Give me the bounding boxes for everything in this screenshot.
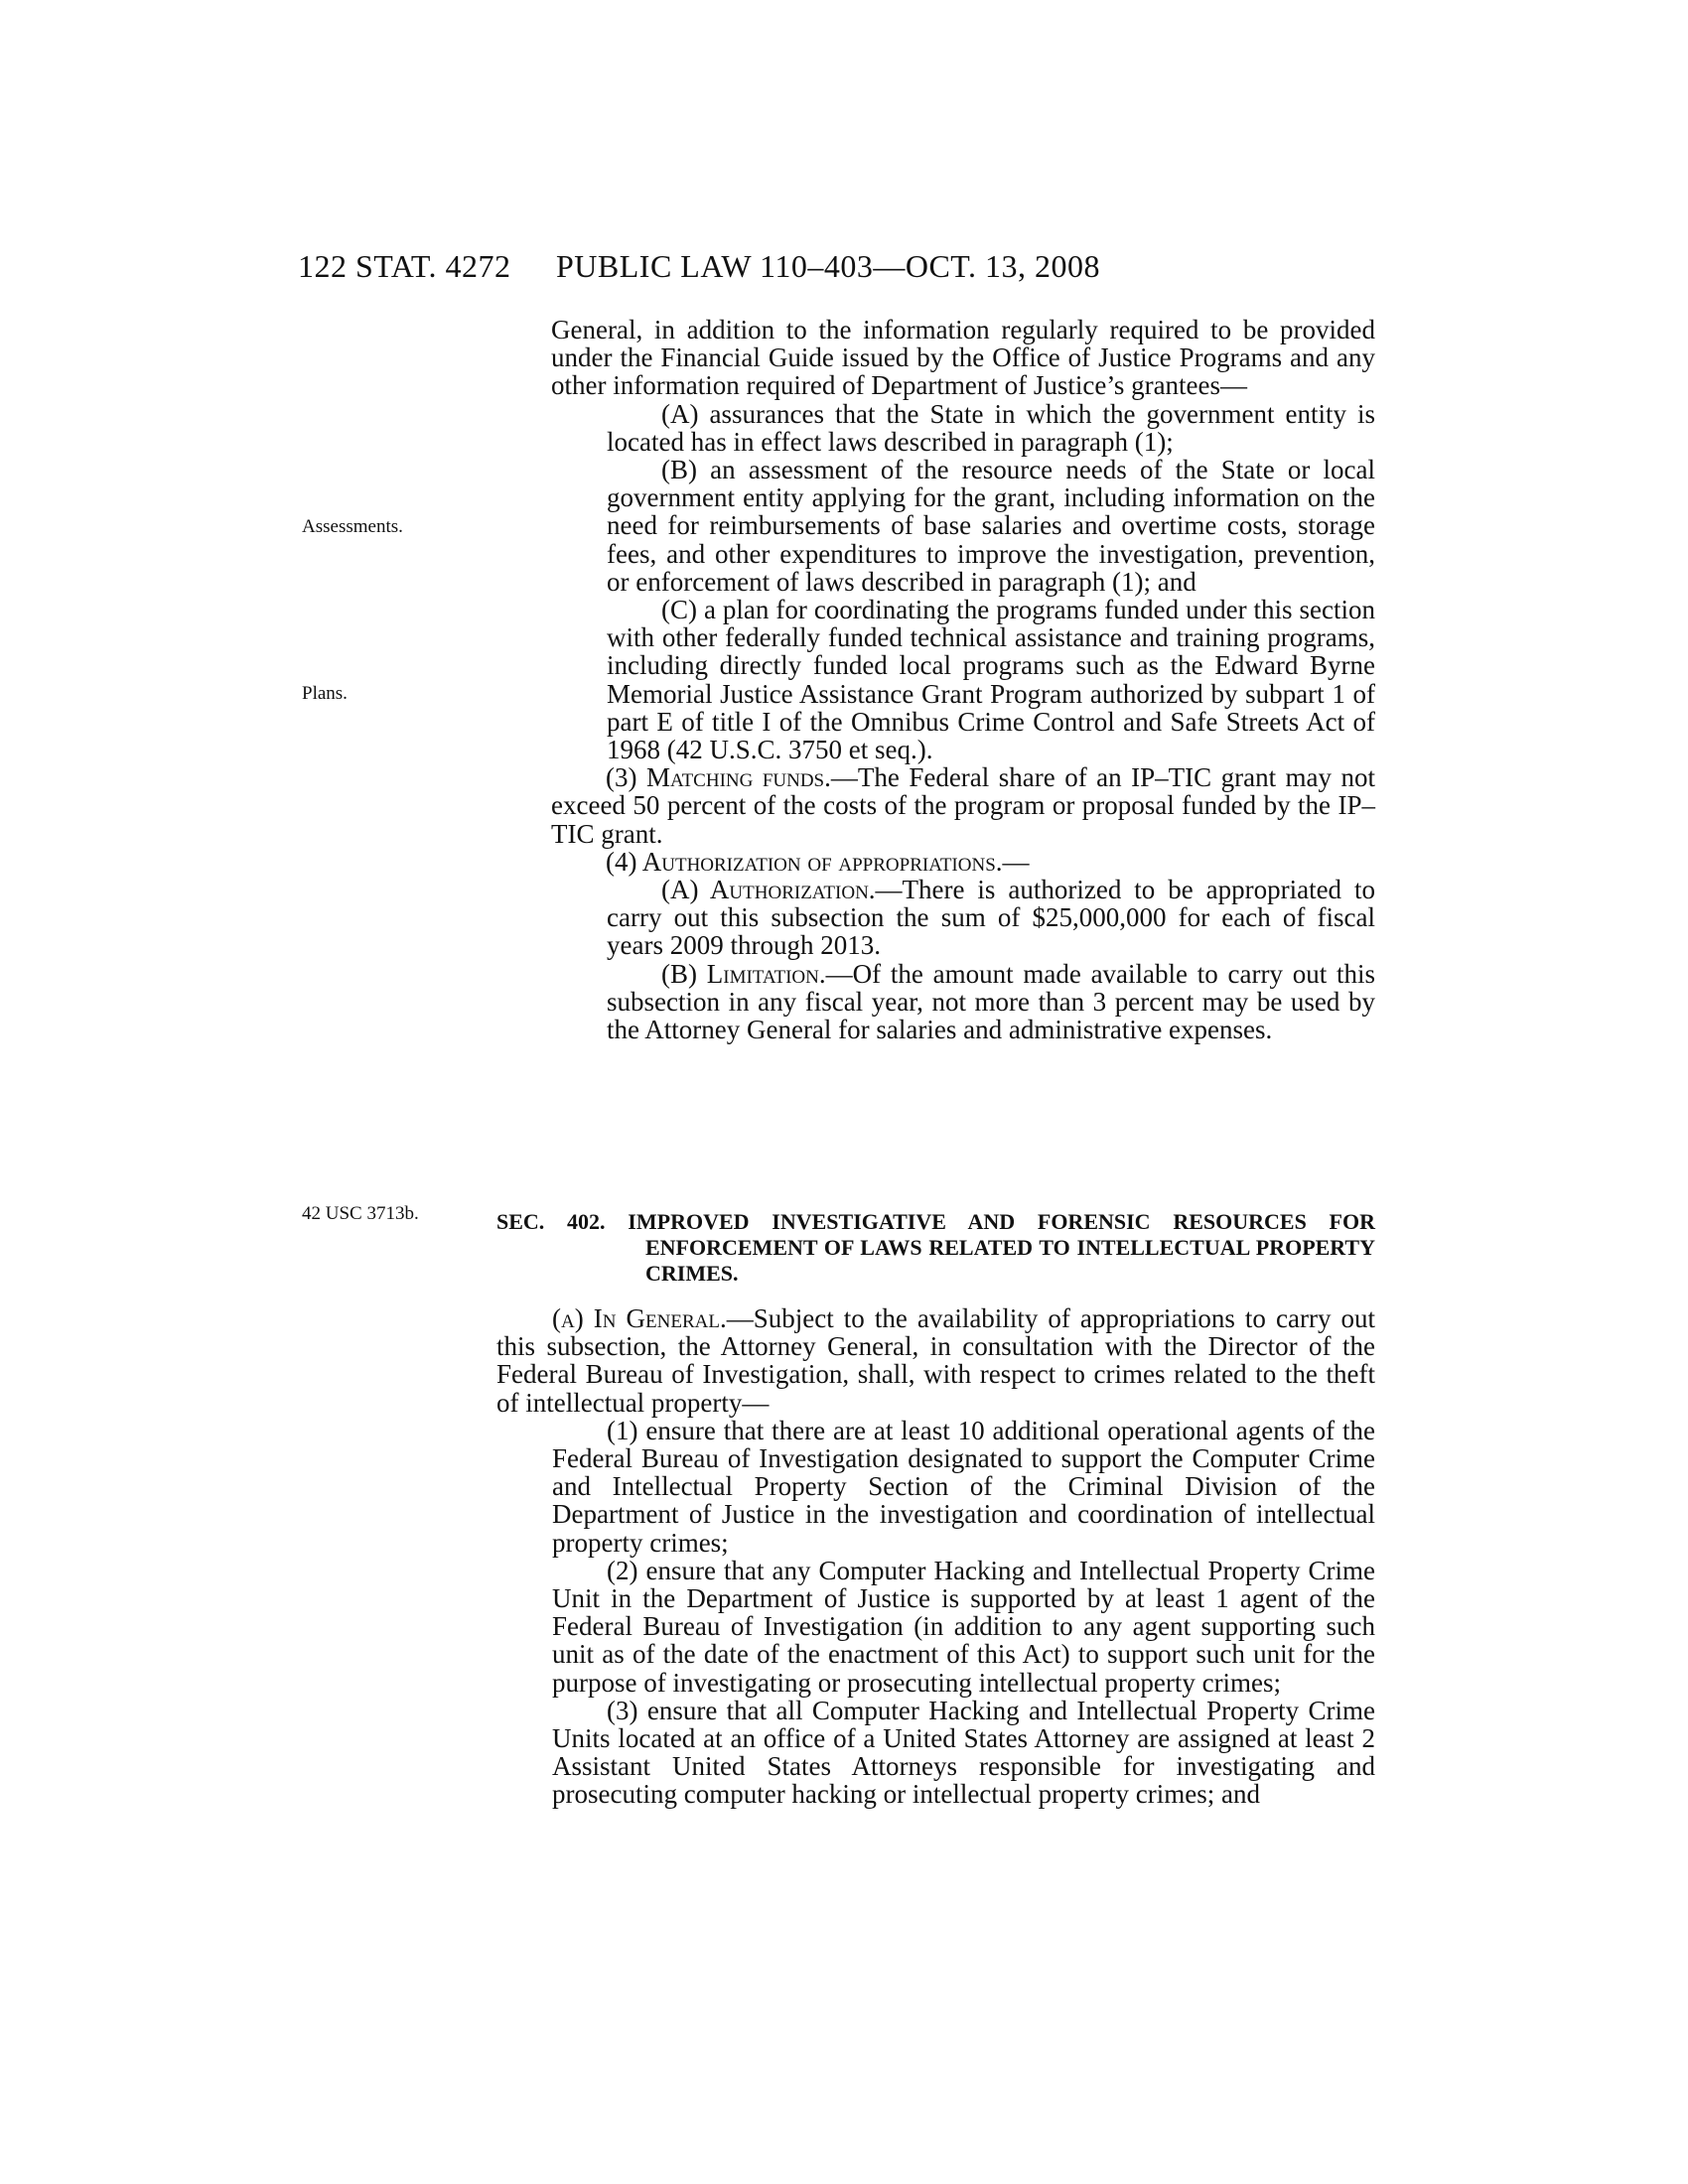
body-text-column	[551, 316, 1375, 1043]
subsection-a-label: (a) In General.	[552, 1303, 727, 1333]
section-item-1: (1) ensure that there are at least 10 additional operational agents of the Federal Bureau of Investigation designated to support the Computer Crime and Intellectual Property Section of the Criminal Division of the Department of Justice in the investigation and coordination of intellectual property crimes;	[552, 1415, 1375, 1558]
section-402	[496, 1209, 1375, 1809]
paragraph-4a-text: —There is authorized to be appropriated to carry out this subsection the sum of $25,000,000 for each of fiscal years 2009 through 2013.	[607, 875, 1375, 961]
section-item-2: (2) ensure that any Computer Hacking and Intellectual Property Crime Unit in the Department of Justice is supported by at least 1 agent of the Federal Bureau of Investigation (in addition to any agent supporting such unit as of the date of the enactment of this Act) to support such unit for the purpose of investigating or prosecuting intellectual property crimes;	[552, 1555, 1375, 1698]
paragraph-3-label: (3) Matching funds.	[606, 762, 831, 793]
paragraph-4a	[551, 876, 1375, 960]
paragraph-4-dash: —	[1002, 846, 1030, 877]
margin-note-usc: 42 USC 3713b.	[302, 1203, 419, 1224]
paragraph-3	[551, 763, 1375, 848]
paragraph-4a-label: (A) Authorization.	[661, 875, 876, 905]
intro-paragraph: General, in addition to the information regularly required to be provided under the Financial Guide issued by the Office of Justice Programs and any other information required of Department of Justice’s grantees—	[551, 315, 1375, 401]
subsection-a-text: —Subject to the availability of appropriations to carry out this subsection, the Attorney General, in consultation with the Director of the Federal Bureau of Investigation, shall, with respect to crimes related to the theft of intellectual property—	[496, 1303, 1375, 1418]
paragraph-3-text: —The Federal share of an IP–TIC grant may not exceed 50 percent of the costs of the program or proposal funded by the IP–TIC grant.	[551, 762, 1376, 849]
public-law-title: PUBLIC LAW 110–403—OCT. 13, 2008	[556, 248, 1100, 284]
paragraph-4b-text: —Of the amount made available to carry out this subsection in any fiscal year, not more than 3 percent may be used by the Attorney General for salaries and administrative expenses.	[607, 958, 1376, 1045]
section-heading: SEC. 402. IMPROVED INVESTIGATIVE AND FORENSIC RESOURCES FOR ENFORCEMENT OF LAWS RELATED TO INTELLECTUAL PROPERTY CRIMES.	[496, 1209, 1375, 1286]
subsection-a	[496, 1304, 1375, 1417]
paragraph-4-label: (4) Authorization of appropriations.	[606, 846, 1003, 877]
item-c: (C) a plan for coordinating the programs funded under this section with other federally funded technical assistance and training programs, including directly funded local programs such as the Edward Byrne Memorial Justice Assistance Grant Program authorized by subpart 1 of part E of title I of the Omnibus Crime Control and Safe Streets Act of 1968 (42 U.S.C. 3750 et seq.).	[607, 595, 1375, 765]
item-a: (A) assurances that the State in which the government entity is located has in effect laws described in paragraph (1);	[607, 398, 1375, 457]
paragraph-4b	[551, 960, 1375, 1044]
paragraph-4b-label: (B) Limitation.	[661, 958, 826, 989]
statute-page-number: 122 STAT. 4272	[298, 248, 511, 284]
paragraph-4	[551, 848, 1375, 876]
page-header	[298, 248, 1370, 288]
item-b: (B) an assessment of the resource needs of the State or local government entity applying for the grant, including information on the need for reimbursements of base salaries and overtime costs, storage fees, and other expenditures to improve the investigation, prevention, or enforcement of laws described in paragraph (1); and	[607, 455, 1375, 597]
margin-note-plans: Plans.	[302, 683, 348, 704]
section-body	[496, 1304, 1375, 1809]
section-item-3: (3) ensure that all Computer Hacking and Intellectual Property Crime Units located at an office of a United States Attorney are assigned at least 2 Assistant United States Attorneys responsible for investigating and prosecuting computer hacking or intellectual property crimes; and	[552, 1695, 1375, 1810]
margin-note-assessments: Assessments.	[302, 516, 403, 537]
